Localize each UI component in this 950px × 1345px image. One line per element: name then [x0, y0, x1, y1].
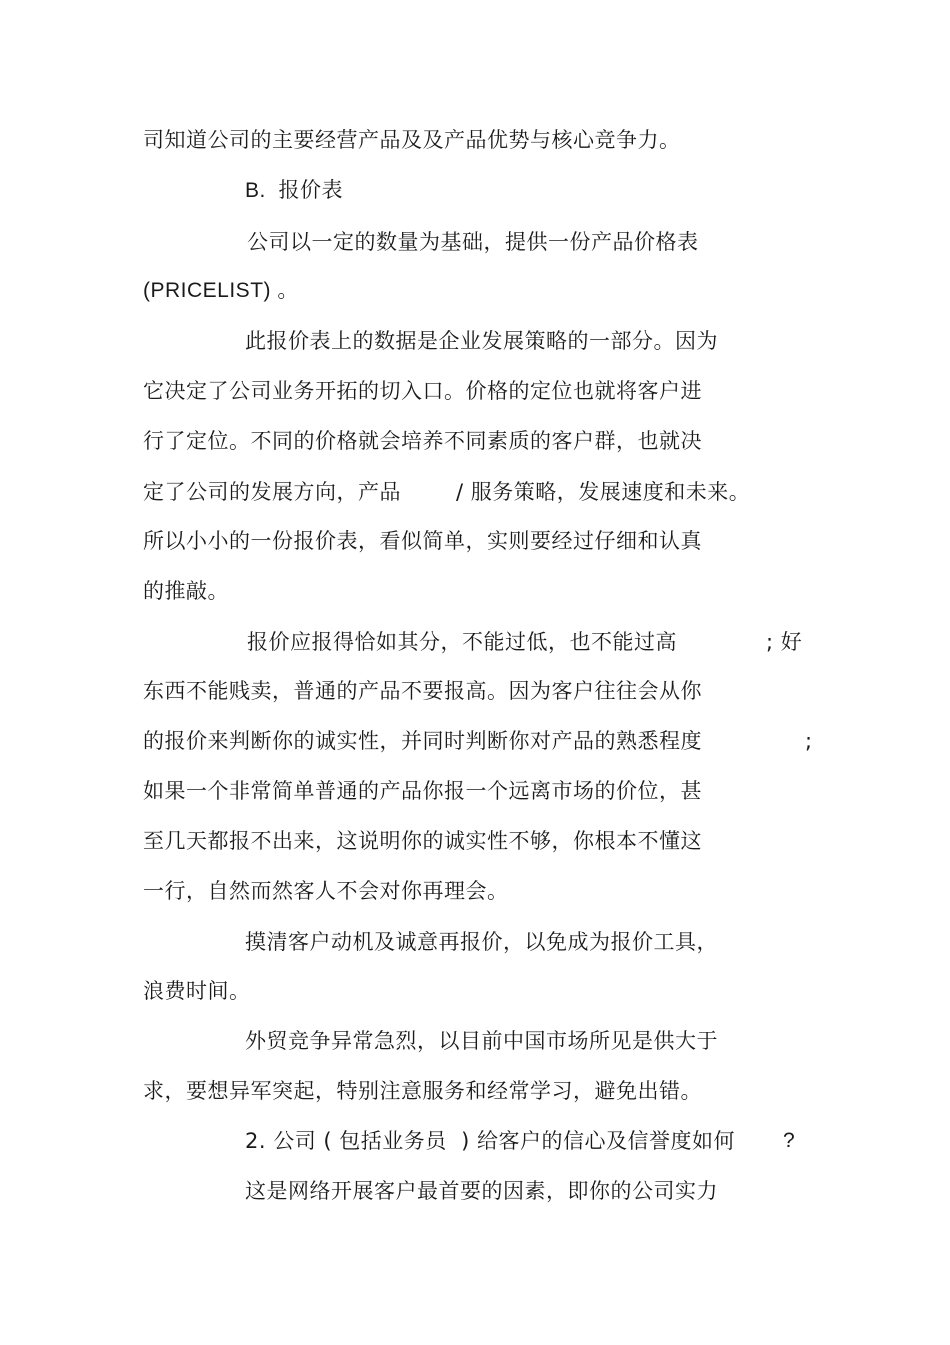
text-line-fragment: / 服务策略，发展速度和未来。: [456, 480, 751, 504]
text-line: 一行，自然而然客人不会对你再理会。: [143, 879, 509, 903]
text-line: 求，要想异军突起，特别注意服务和经常学习，避免出错。: [143, 1079, 702, 1103]
text-line: (PRICELIST) 。: [143, 279, 299, 302]
text-line: 行了定位。不同的价格就会培养不同素质的客户群，也就决: [143, 429, 702, 453]
section-heading: B. 报价表: [245, 179, 344, 202]
text-line: 所以小小的一份报价表，看似简单，实则要经过仔细和认真: [143, 529, 702, 553]
text-line: 外贸竞争异常急烈，以目前中国市场所见是供大于: [245, 1029, 718, 1053]
text-line: 报价应报得恰如其分，不能过低，也不能过高: [247, 630, 677, 654]
text-line-fragment: ;: [805, 729, 813, 753]
text-line: 如果一个非常简单普通的产品你报一个远离市场的价位，甚: [143, 779, 702, 803]
text-line: 摸清客户动机及诚意再报价，以免成为报价工具，: [245, 930, 718, 954]
text-line: 东西不能贱卖，普通的产品不要报高。因为客户往往会从你: [143, 679, 702, 703]
text-line-fragment: ; 好: [766, 630, 803, 654]
text-line: 公司以一定的数量为基础，提供一份产品价格表: [247, 230, 699, 254]
text-line: 浪费时间。: [143, 979, 251, 1003]
text-line: 这是网络开展客户最首要的因素，即你的公司实力: [245, 1179, 718, 1203]
text-line-fragment: ?: [783, 1129, 796, 1152]
text-line: 它决定了公司业务开拓的切入口。价格的定位也就将客户进: [143, 379, 702, 403]
text-line: 的推敲。: [143, 579, 229, 603]
text-line: 至几天都报不出来，这说明你的诚实性不够，你根本不懂这: [143, 829, 702, 853]
text-line: 的报价来判断你的诚实性，并同时判断你对产品的熟悉程度: [143, 729, 702, 753]
text-line: 此报价表上的数据是企业发展策略的一部分。因为: [245, 329, 718, 353]
text-line: 定了公司的发展方向，产品: [143, 480, 401, 504]
text-line: 司知道公司的主要经营产品及及产品优势与核心竞争力。: [143, 128, 681, 152]
numbered-heading: 2. 公司 ( 包括业务员 ) 给客户的信心及信誉度如何: [245, 1129, 735, 1153]
